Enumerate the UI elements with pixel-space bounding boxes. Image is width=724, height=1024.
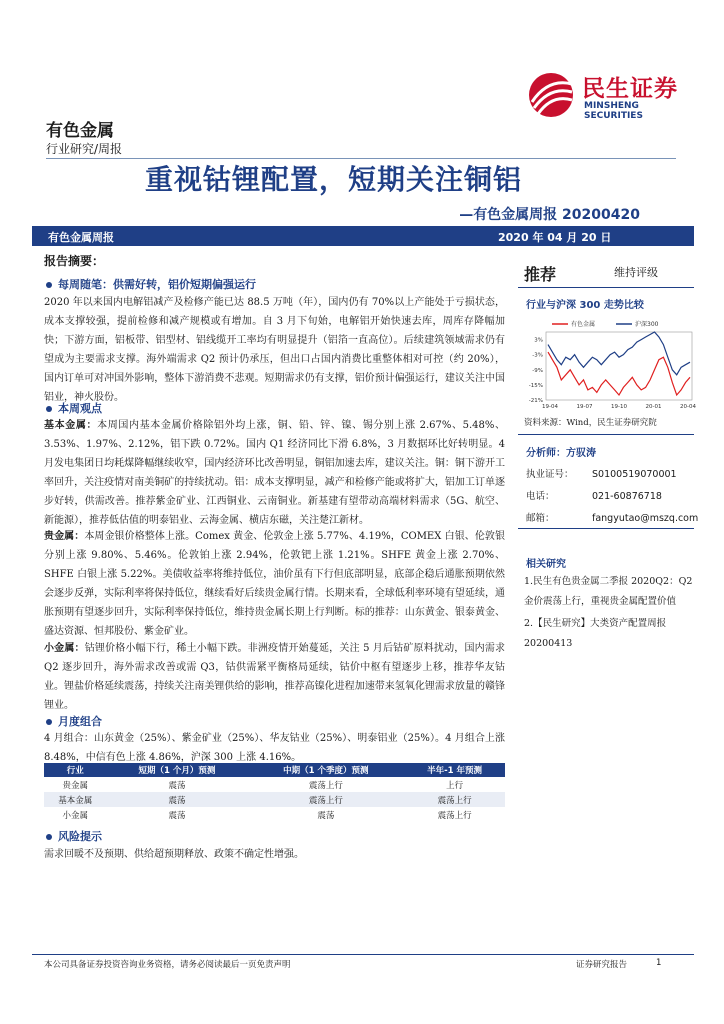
portfolio-heading <box>46 713 102 729</box>
right-divider <box>518 287 694 288</box>
table-cell: 震荡上行 <box>248 792 405 807</box>
analyst-info-row <box>526 510 698 524</box>
logo-text-en: MINSHENG SECURITIES <box>584 101 643 121</box>
footer-divider <box>32 954 694 955</box>
table-cell: 震荡上行 <box>437 810 472 821</box>
brand-logo <box>526 70 696 120</box>
risk-title: 风险提示 <box>58 830 102 843</box>
bullet-icon <box>46 282 52 288</box>
banner-series: 有色金属周报 <box>48 231 114 244</box>
table-cell: 震荡 <box>106 792 247 807</box>
info-key: 电话： <box>526 491 555 502</box>
table-cell: 震荡上行 <box>308 780 343 791</box>
related-item[interactable]: 2.【民生研究】大类资产配置周报 20200413 <box>524 618 667 649</box>
right-divider <box>518 434 694 435</box>
analyst-info-row <box>526 488 662 502</box>
info-value: 021-60876718 <box>592 491 662 502</box>
legend-label: 有色金属 <box>571 321 596 328</box>
table-cell: 小金属 <box>62 810 88 821</box>
footer-disclaimer: 本公司具备证券投资咨询业务资格，请务必阅读最后一页免责声明 <box>44 960 291 970</box>
info-key: 执业证号： <box>526 469 574 480</box>
report-title: 重视钴锂配置，短期关注铜铝 <box>145 163 523 196</box>
minor-metals-text: 钴锂价格小幅下行，稀土小幅下跌。非洲疫情开始蔓延，关注 5 月后钴矿原料扰动，国内需求 Q2 逐步回升，海外需求改善或需 Q3，钴供需紧平衡格局延续，钴价中枢有望逐步上移，推荐华友钴业。锂盐价格延续震荡，持续关注南美锂供给的影响，推荐高镍化进程加速带来氢氧化锂需求放量的赣锋锂业。 <box>44 643 506 711</box>
table-header: 行业 <box>44 763 106 777</box>
table-header: 短期（1 个月）预测 <box>106 763 247 777</box>
related-item[interactable]: 1.民生有色贵金属二季报 2020Q2：Q2 金价震荡上行，重视贵金属配置价值 <box>524 576 693 607</box>
table-cell: 震荡 <box>168 780 186 791</box>
table-cell: 基本金属 <box>44 792 106 807</box>
banner-date: 2020 年 04 月 20 日 <box>498 231 612 244</box>
table-row <box>44 777 505 792</box>
x-tick-label: 19-07 <box>576 404 593 410</box>
rating-label: 推荐 <box>524 265 557 284</box>
portfolio-text: 4 月组合：山东黄金（25%）、紫金矿业（25%）、华友钴业（25%）、明泰铝业（25%）。4 月组合上涨 8.48%，中信有色上涨 4.86%，沪深 300 上涨 4.16%。 <box>44 733 505 763</box>
info-key: 邮箱： <box>526 513 555 524</box>
views-heading <box>46 400 102 416</box>
report-type: 行业研究/周报 <box>46 142 123 156</box>
plot-frame <box>546 332 692 400</box>
minor-metals-label: 小金属： <box>44 643 85 654</box>
x-tick-label: 20-01 <box>645 404 662 410</box>
table-row <box>44 807 505 822</box>
trend-chart <box>520 314 696 414</box>
y-tick-label: 3% <box>534 337 543 344</box>
y-tick-label: -9% <box>532 367 543 374</box>
y-tick-label: -15% <box>528 382 543 389</box>
bullet-icon <box>46 406 52 412</box>
x-tick-label: 19-10 <box>611 404 627 410</box>
risk-heading <box>46 828 102 844</box>
base-metals-paragraph <box>44 416 505 530</box>
forecast-table <box>44 763 505 822</box>
table-header-row <box>44 763 505 777</box>
weekly-essay-title: 每周随笔：供需好转，铝价短期偏强运行 <box>58 278 256 291</box>
views-title: 本周观点 <box>58 402 102 415</box>
logo-mark-icon <box>526 70 578 120</box>
table-row <box>44 792 505 807</box>
analyst-heading: 分析师：方驭涛 <box>526 448 596 459</box>
bullet-icon <box>46 834 52 840</box>
y-tick-label: -3% <box>532 352 543 359</box>
summary-heading: 报告摘要： <box>44 254 105 268</box>
report-subtitle: —有色金属周报 20200420 <box>459 207 640 223</box>
related-heading: 相关研究 <box>526 559 566 570</box>
y-tick-label: -21% <box>528 398 543 404</box>
legend-label: 沪深300 <box>635 321 659 328</box>
table-cell: 震荡 <box>168 810 186 821</box>
page-number: 1 <box>656 958 662 968</box>
table-header: 中期（1 个季度）预测 <box>248 763 405 777</box>
right-divider <box>518 528 694 529</box>
table-cell: 震荡 <box>317 810 335 821</box>
base-metals-text: 本周国内基本金属价格除铝外均上涨，铜、铅、锌、镍、锡分别上涨 2.67%、5.48%、3.53%、1.97%、2.12%，铝下跌 0.72%。国内 Q1 经济同比下滑 6.8%，3 月数据环比好转明显。4 月发电集团日均耗煤降幅继续收窄，国内经济环比改善明显，铜铝加速去库，建议关注。铜：铜下游开工率回升，关注疫情对南美铜矿的持续扰动。铝：成本支撑明显，减产和检修产能或将扩大，铝加工订单逐步好转，供需改善。推荐紫金矿业、江西铜业、云南铜业。新基建有望带动高端材料需求（5G、航空、新能源），推荐低估值的明泰铝业、云海金属、横店东磁，关注楚江新材。 <box>44 420 506 526</box>
weekly-essay-text: 2020 年以来国内电解铝减产及检修产能已达 88.5 万吨（年），国内仍有 70%以上产能处于亏损状态，成本支撑较强，提前检修和减产规模或有增加。自 3 月下旬始，电解铝开始快速去库，周库存降幅加快；下游方面，铝板带、铝型材、铝线缆开工率均有明显提升（铝箔一直高位）。后续建筑领域需求仍有望成为主要需求支撑。海外端需求 Q2 预计仍承压，但出口占国内消费比重整体相对可控（约 20%），国内订单可对冲国外影响，整体下游消费不悲观。短期需求仍有支撑，铝价预计偏强运行，建议关注中国铝业，神火股份。 <box>44 297 505 403</box>
report-banner <box>32 226 694 246</box>
table-cell: 上行 <box>446 780 464 791</box>
precious-metals-label: 贵金属： <box>44 531 85 542</box>
table-cell: 震荡上行 <box>404 792 505 807</box>
base-metals-label: 基本金属： <box>44 420 98 431</box>
precious-metals-text: 本周金银价格整体上涨。Comex 黄金、伦敦金上涨 5.77%、4.19%，COMEX 白银、伦敦银分别上涨 9.80%、5.46%。伦敦铂上涨 2.94%，伦敦钯上涨 1.21%。SHFE 黄金上涨 2.70%、SHFE 白银上涨 5.22%。美债收益率将维持低位，油价虽有下行但底部明显，底部企稳后通胀预期依然会逐步反弹，实际利率将保持低位，继续看好后续贵金属行情。长期来看，全球低利率环境有望延续，通胀预期有望逐步回升，实际利率保持低位，维持贵金属长期上行判断。标的推荐：山东黄金、银泰黄金、盛达资源、恒邦股份、紫金矿业。 <box>44 531 505 637</box>
table-cell: 贵金属 <box>62 780 88 791</box>
logo-text-cn: 民生证券 <box>582 76 678 102</box>
portfolio-title: 月度组合 <box>58 715 102 728</box>
x-tick-label: 19-04 <box>542 404 558 410</box>
chart-source: 资料来源：Wind，民生证券研究院 <box>524 418 657 428</box>
minor-metals-paragraph <box>44 639 505 715</box>
bullet-icon <box>46 719 52 725</box>
chart-heading: 行业与沪深 300 走势比较 <box>526 300 644 311</box>
info-value[interactable]: fangyutao@mszq.com <box>592 513 699 524</box>
trend-chart-svg <box>520 314 696 414</box>
precious-metals-paragraph <box>44 527 505 641</box>
analyst-info-row <box>526 466 677 480</box>
info-value: S0100519070001 <box>592 469 677 480</box>
x-tick-label: 20-04 <box>680 404 696 410</box>
footer-label: 证券研究报告 <box>576 960 628 970</box>
table-header: 半年-1 年预测 <box>404 763 505 777</box>
industry-category: 有色金属 <box>46 121 114 141</box>
rating-status: 维持评级 <box>614 266 658 279</box>
risk-text: 需求回暖不及预期、供给超预期释放、政策不确定性增强。 <box>44 849 304 860</box>
weekly-essay-heading <box>46 276 256 292</box>
